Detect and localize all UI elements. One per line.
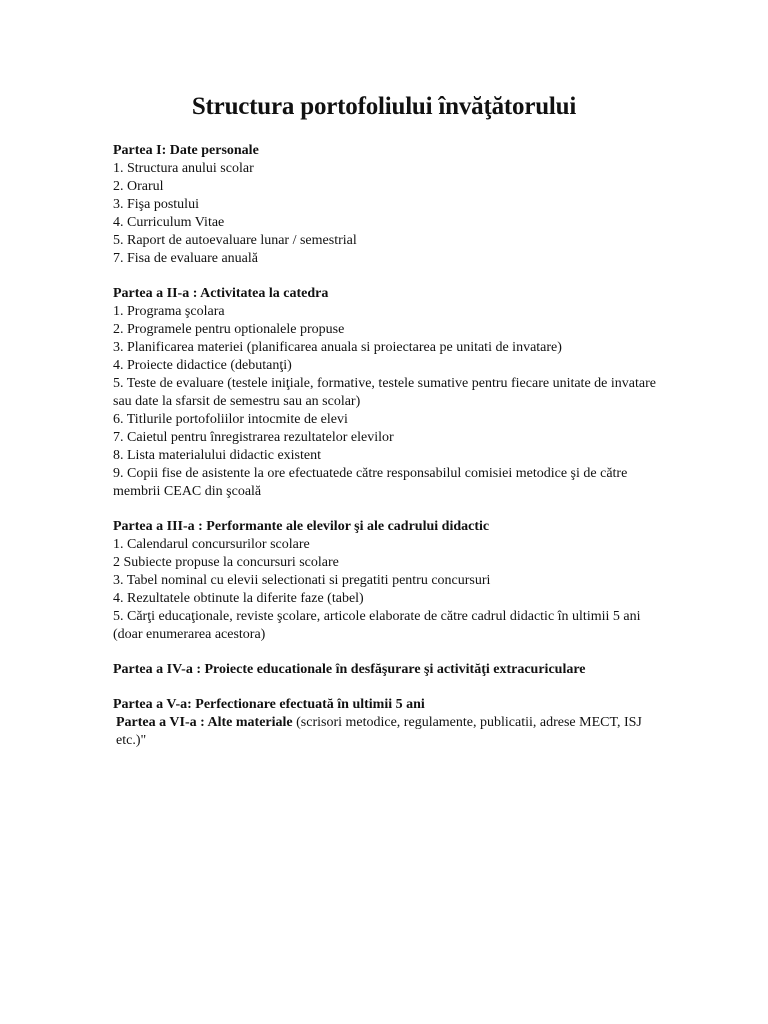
list-item: 3. Planificarea materiei (planificarea anuala si proiectarea pe unitati de invatare): [113, 340, 562, 355]
list-item: 7. Caietul pentru înregistrarea rezultatelor elevilor: [113, 430, 394, 445]
list-item: 1. Programa şcolara: [113, 304, 225, 319]
section-heading: Partea a III-a : Performante ale elevilor şi ale cadrului didactic: [113, 519, 490, 534]
list-item: 1. Structura anului scolar: [113, 161, 254, 176]
part-6-paragraph: [113, 714, 658, 750]
list-item: 3. Tabel nominal cu elevii selectionati si pregatiti pentru concursuri: [113, 573, 491, 588]
list-item: 5. Raport de autoevaluare lunar / semestrial: [113, 233, 357, 248]
list-item: 5. Teste de evaluare (testele iniţiale, formative, testele sumative pentru fiecare unitate de invatare sau date la sfarsit de semestru sau an scolar): [113, 376, 656, 409]
list-item: 9. Copii fise de asistente la ore efectuatede către responsabilul comisiei metodice şi de către membrii CEAC din şcoală: [113, 466, 628, 499]
list-item: 7. Fisa de evaluare anuală: [113, 251, 258, 266]
section-heading: Partea a IV-a : Proiecte educationale în desfăşurare şi activităţi extracuriculare: [113, 662, 586, 677]
section-part-2: [113, 285, 658, 501]
section-heading: Partea a II-a : Activitatea la catedra: [113, 286, 329, 301]
list-item: 8. Lista materialului didactic existent: [113, 448, 321, 463]
list-item: 2. Orarul: [113, 179, 164, 194]
list-item: 2. Programele pentru optionalele propuse: [113, 322, 345, 337]
section-item-list: [113, 303, 658, 501]
section-part-3: [113, 518, 658, 644]
section-heading-part-6: Partea a VI-a : Alte materiale: [116, 715, 293, 730]
section-part-4: [113, 661, 658, 679]
section-part-1: [113, 142, 658, 268]
document-content: [113, 142, 658, 750]
section-heading-part-5: Partea a V-a: Perfectionare efectuată în ultimii 5 ani: [113, 697, 425, 712]
sections-container: [113, 142, 658, 679]
list-item: 4. Rezultatele obtinute la diferite faze (tabel): [113, 591, 364, 606]
section-heading: Partea I: Date personale: [113, 143, 259, 158]
list-item: 2 Subiecte propuse la concursuri scolare: [113, 555, 339, 570]
part-6-text: (scrisori metodice, regulamente, publicatii, adrese MECT, ISJ etc.)": [116, 715, 642, 748]
list-item: 5. Cărţi educaţionale, reviste şcolare, articole elaborate de către cadrul didactic în ultimii 5 ani (doar enumerarea acestora): [113, 609, 641, 642]
list-item: 1. Calendarul concursurilor scolare: [113, 537, 310, 552]
list-item: 4. Curriculum Vitae: [113, 215, 225, 230]
list-item: 4. Proiecte didactice (debutanţi): [113, 358, 292, 373]
list-item: 6. Titlurile portofoliilor intocmite de elevi: [113, 412, 348, 427]
section-item-list: [113, 160, 658, 268]
document-title: Structura portofoliului învăţătorului: [191, 93, 577, 120]
section-item-list: [113, 536, 658, 644]
list-item: 3. Fişa postului: [113, 197, 199, 212]
